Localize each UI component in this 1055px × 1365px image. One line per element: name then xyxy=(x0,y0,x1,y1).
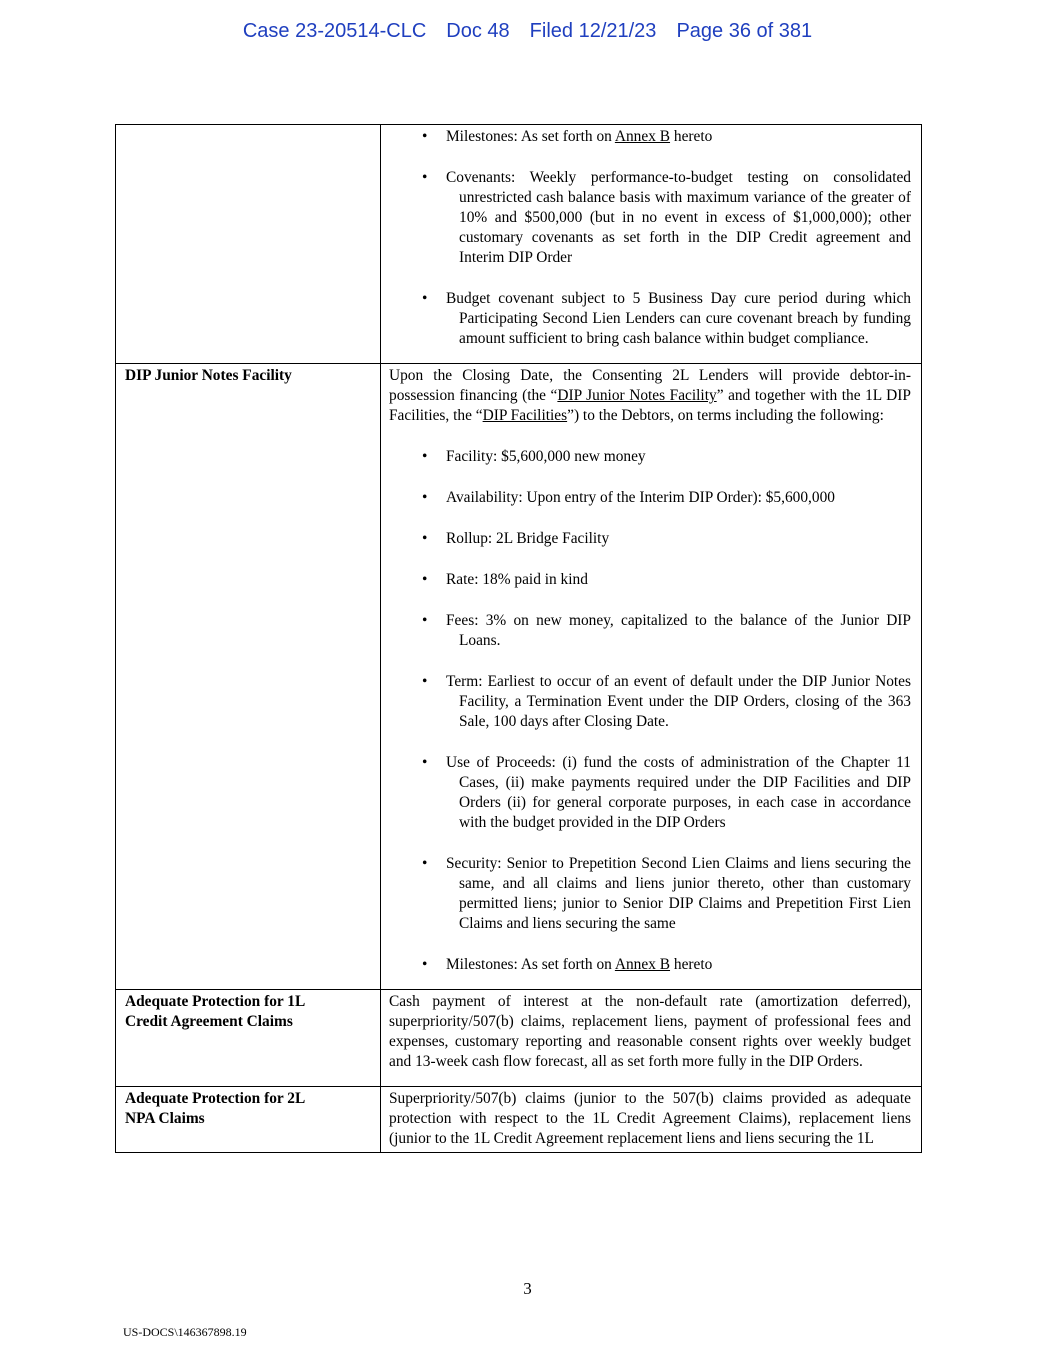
list-item xyxy=(389,168,911,268)
list-item xyxy=(389,611,911,651)
row-label-line: NPA Claims xyxy=(125,1110,205,1127)
row-label-line: Adequate Protection for 2L xyxy=(125,1090,306,1107)
bullet-list xyxy=(389,127,911,349)
bullet-text: hereto xyxy=(670,128,713,145)
list-item xyxy=(389,672,911,732)
list-item xyxy=(389,753,911,833)
document-id: US-DOCS\146367898.19 xyxy=(123,1325,247,1339)
bullet-text: Milestones: As set forth on xyxy=(446,128,615,145)
header-filed-date: Filed 12/21/23 xyxy=(529,20,657,42)
row-content xyxy=(381,1087,922,1153)
defined-term-dip-junior-notes-facility: DIP Junior Notes Facility xyxy=(557,387,717,404)
bullet-text: hereto xyxy=(670,956,713,973)
list-item xyxy=(389,854,911,934)
table-row xyxy=(116,990,922,1087)
row-label-line: Credit Agreement Claims xyxy=(125,1013,293,1030)
bullet-icon: • xyxy=(422,290,428,307)
row-label xyxy=(116,990,381,1087)
list-item xyxy=(389,570,911,590)
header-page-count: Page 36 of 381 xyxy=(676,20,813,42)
bullet-text: Availability: Upon entry of the Interim DIP Order): $5,600,000 xyxy=(446,489,835,506)
list-item xyxy=(389,127,911,147)
bullet-icon: • xyxy=(422,571,428,588)
intro-text: ” and together with the 1L DIP Facilities, the “ xyxy=(389,387,911,424)
annex-b-link[interactable]: Annex B xyxy=(614,956,671,973)
bullet-text: Security: Senior to Prepetition Second Lien Claims and liens securing the same, and all claims and liens junior thereto, other than customary permitted liens; junior to Senior DIP Claims and Prepetition First Lien Claims and liens securing the same xyxy=(446,855,911,932)
case-header xyxy=(0,20,1055,43)
bullet-icon: • xyxy=(422,612,428,629)
row-content xyxy=(381,364,922,990)
bullet-icon: • xyxy=(422,956,428,973)
header-case-number: Case 23-20514-CLC xyxy=(242,20,427,42)
term-sheet-table xyxy=(115,124,922,1153)
row-content xyxy=(381,990,922,1087)
list-item xyxy=(389,447,911,467)
row-content xyxy=(381,125,922,364)
page-number: 3 xyxy=(523,1279,532,1298)
list-item xyxy=(389,529,911,549)
bullet-text: Rollup: 2L Bridge Facility xyxy=(446,530,610,547)
intro-text: Upon the Closing Date, the Consenting 2L Lenders will provide debtor-in-possession financing (the “ xyxy=(389,367,911,404)
bullet-text: Milestones: As set forth on xyxy=(446,956,615,973)
header-doc-number: Doc 48 xyxy=(446,20,510,42)
bullet-icon: • xyxy=(422,489,428,506)
list-item xyxy=(389,289,911,349)
row-label-line: Adequate Protection for 1L xyxy=(125,993,306,1010)
defined-term-dip-facilities: DIP Facilities xyxy=(482,407,568,424)
intro-paragraph xyxy=(389,366,911,426)
table-row xyxy=(116,364,922,990)
bullet-icon: • xyxy=(422,128,428,145)
row-label xyxy=(116,1087,381,1153)
intro-text: ”) to the Debtors, on terms including the following: xyxy=(567,407,884,424)
bullet-text: Fees: 3% on new money, capitalized to the balance of the Junior DIP Loans. xyxy=(446,612,911,649)
bullet-text: Facility: $5,600,000 new money xyxy=(446,448,646,465)
bullet-text: Rate: 18% paid in kind xyxy=(446,571,588,588)
spacer xyxy=(389,426,911,447)
row-label: DIP Junior Notes Facility xyxy=(116,364,381,990)
annex-b-link[interactable]: Annex B xyxy=(614,128,671,145)
list-item xyxy=(389,488,911,508)
bullet-text: Covenants: Weekly performance-to-budget testing on consolidated unrestricted cash balance basis with maximum variance of the greater of 10% and $500,000 (but in no event in excess of $1,000,000); other customary covenants as set forth in the DIP Credit agreement and Interim DIP Order xyxy=(446,169,911,266)
bullet-text: Use of Proceeds: (i) fund the costs of administration of the Chapter 11 Cases, (ii) make payments required under the DIP Facilities and DIP Orders (ii) for general corporate purposes, in each case in accordance with the budget provided in the DIP Orders xyxy=(446,754,911,831)
bullet-icon: • xyxy=(422,754,428,771)
bullet-icon: • xyxy=(422,530,428,547)
bullet-icon: • xyxy=(422,448,428,465)
bullet-icon: • xyxy=(422,855,428,872)
row-paragraph: Cash payment of interest at the non-default rate (amortization deferred), superpriority/507(b) claims, replacement liens, payment of professional fees and expenses, customary reporting and reasonable consent rights over weekly budget and 13-week cash flow forecast, all as set forth more fully in the DIP Orders. xyxy=(389,993,911,1070)
list-item xyxy=(389,955,911,975)
table-row xyxy=(116,1087,922,1153)
row-label-empty xyxy=(116,125,381,364)
bullet-text: Term: Earliest to occur of an event of default under the DIP Junior Notes Facility, a Termination Event under the DIP Orders, closing of the 363 Sale, 100 days after Closing Date. xyxy=(446,673,911,730)
bullet-icon: • xyxy=(422,673,428,690)
bullet-text: Budget covenant subject to 5 Business Day cure period during which Participating Second Lien Lenders can cure covenant breach by funding amount sufficient to bring cash balance within budget compliance. xyxy=(446,290,911,347)
bullet-icon: • xyxy=(422,169,428,186)
table-row xyxy=(116,125,922,364)
bullet-list xyxy=(389,447,911,975)
row-paragraph: Superpriority/507(b) claims (junior to the 507(b) claims provided as adequate protection with respect to the 1L Credit Agreement Claims), replacement liens (junior to the 1L Credit Agreement replacement liens and liens securing the 1L xyxy=(389,1090,911,1147)
